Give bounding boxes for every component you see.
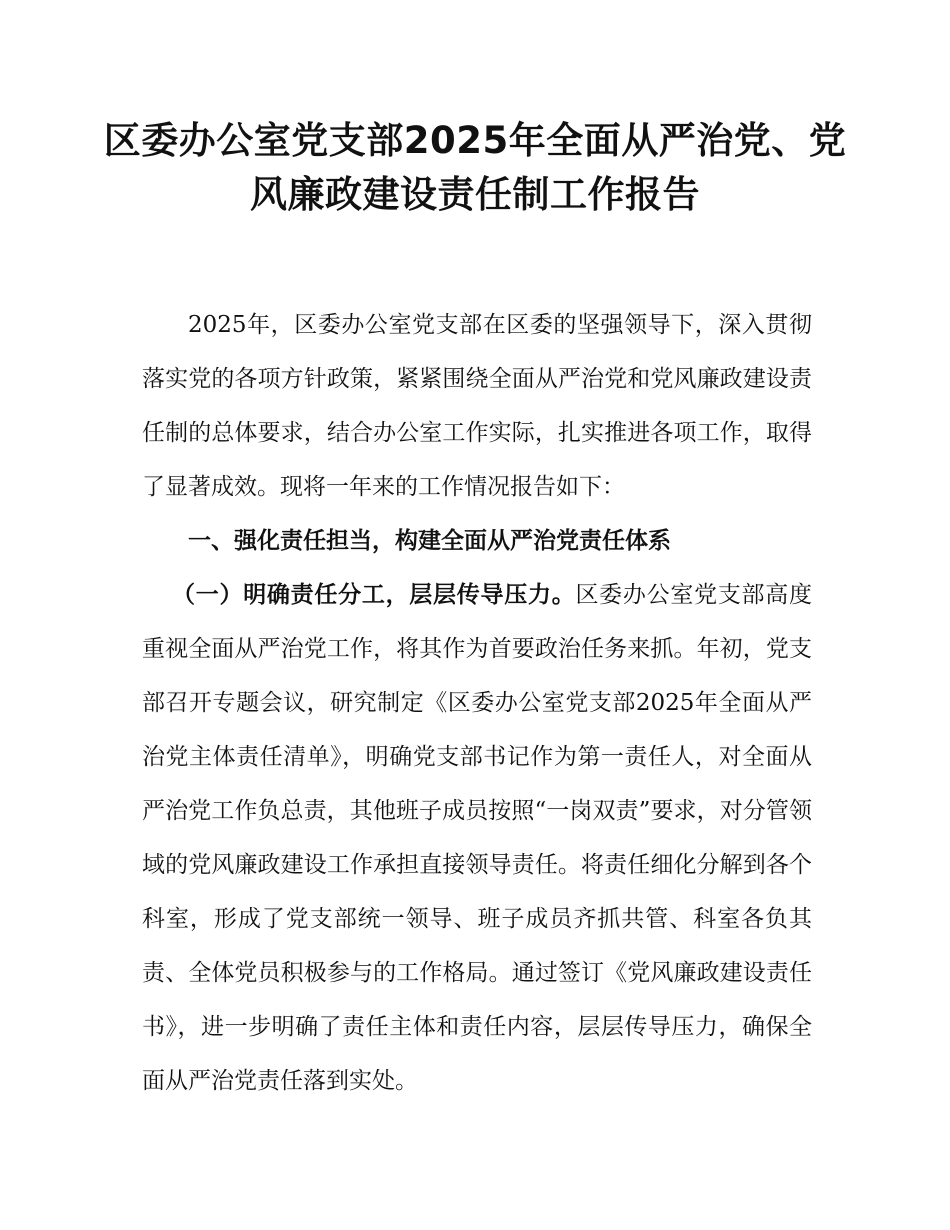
intro-paragraph: 2025年，区委办公室党支部在区委的坚强领导下，深入贯彻落实党的各项方针政策，紧紧围绕全面从严治党和党风廉政建设责任制的总体要求，结合办公室工作实际，扎实推进各项工作，取得了显著成效。现将一年来的工作情况报告如下： — [142, 312, 812, 500]
title-line-1: 区委办公室党支部2025年全面从严治党、党 — [103, 119, 847, 162]
document-title — [90, 114, 860, 222]
subsection-lead-heading: （一）明确责任分工，层层传导压力。 — [172, 582, 576, 608]
subsection-paragraph-1 — [142, 568, 812, 1108]
title-line-2: 风廉政建设责任制工作报告 — [250, 173, 700, 216]
subsection-body-text: 区委办公室党支部高度重视全面从严治党工作，将其作为首要政治任务来抓。年初，党支部召开专题会议，研究制定《区委办公室党支部2025年全面从严治党主体责任清单》，明确党支部书记作为第一责任人，对全面从严治党工作负总责，其他班子成员按照“一岗双责”要求，对分管领域的党风廉政建设工作承担直接领导责任。将责任细化分解到各个科室，形成了党支部统一领导、班子成员齐抓共管、科室各负其责、全体党员积极参与的工作格局。通过签订《党风廉政建设责任书》，进一步明确了责任主体和责任内容，层层传导压力，确保全面从严治党责任落到实处。 — [142, 582, 813, 1094]
section-heading-1: 一、强化责任担当，构建全面从严治党责任体系 — [188, 528, 671, 554]
